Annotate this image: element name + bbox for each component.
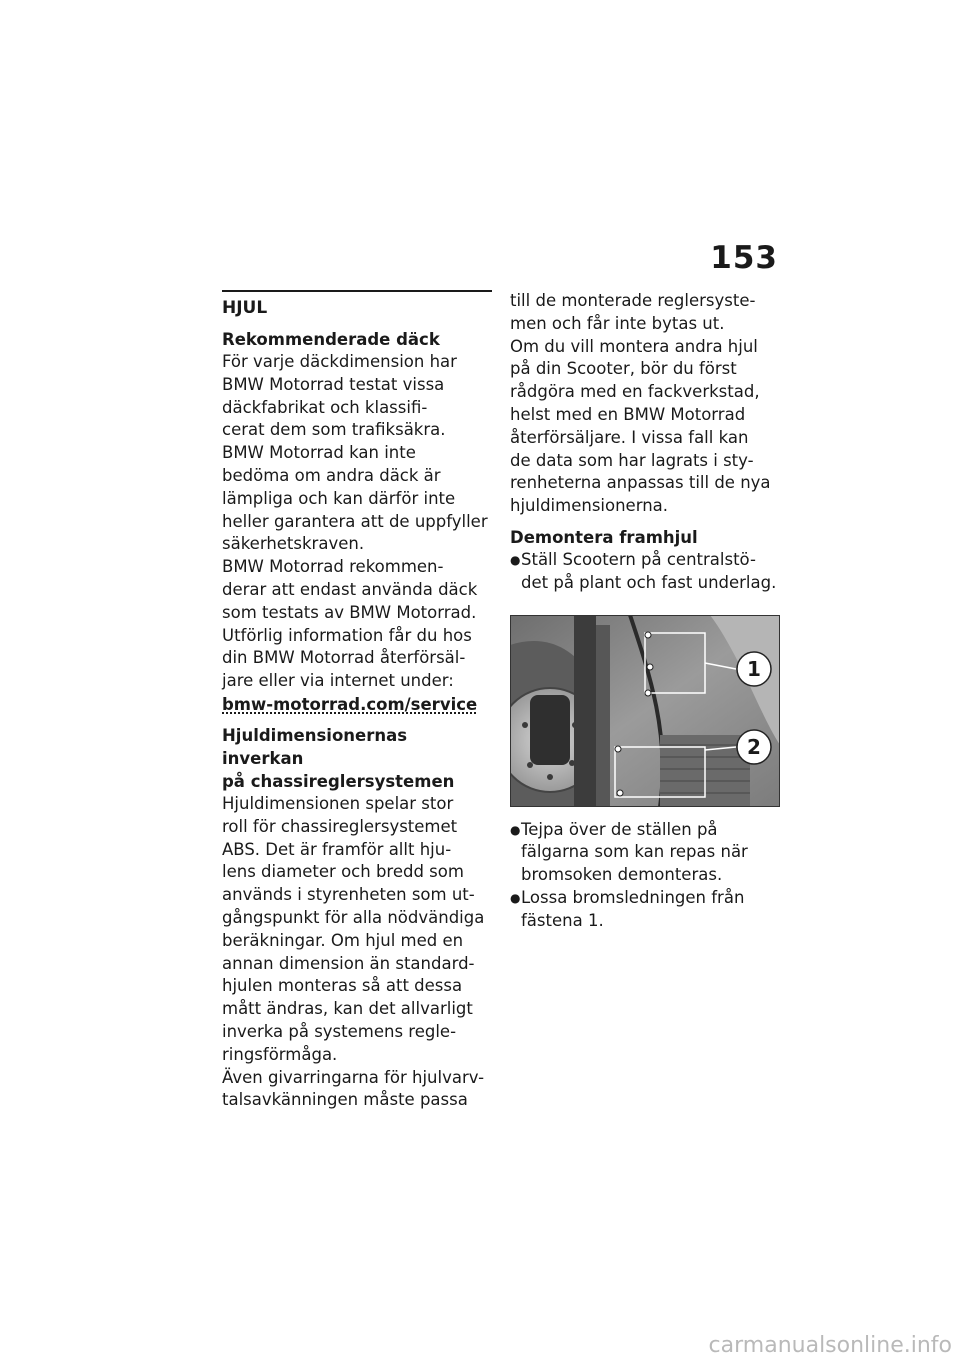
list-item: ● Lossa bromsledningen från fästena 1. — [510, 887, 745, 930]
callout-2-label: 2 — [747, 734, 761, 759]
left-column — [222, 290, 492, 1112]
right-column — [510, 290, 782, 933]
heading-wheel-dimensions: Hjuldimensionernas inverkan på chassireglersystemen — [222, 725, 455, 791]
bullet-icon: ● — [510, 552, 521, 567]
callout-1 — [737, 652, 771, 686]
paragraph-tyre-testing: För varje däckdimension har BMW Motorrad testat vissa däckfabrikat och klassifi- cerat dem som trafiksäkra. BMW Motorrad kan inte bedöma om andra däck är lämpliga och kan därför inte heller garantera att de uppfyller säkerhetskraven. — [222, 352, 488, 554]
heading-remove-front-wheel: Demontera framhjul — [510, 527, 698, 547]
paragraph-other-wheels: Om du vill montera andra hjul på din Scooter, bör du först rådgöra med en fackverkstad, helst med en BMW Motorrad återförsäljare. I vissa fall kan de data som har lagrats i sty- renheterna anpassas till de nya hjuldimensionerna. — [510, 336, 771, 516]
paragraph-abs-influence: Hjuldimensionen spelar stor roll för chassireglersystemet ABS. Det är framför allt hju- lens diameter och bredd som används i styrenheten som ut- gångspunkt för alla nödvändiga beräkningar. Om hjul med en annan dimension än standard- hjulen monteras så att dessa mått ändras, kan det allvarligt inverka på systemens regle- ringsförmåga. — [222, 793, 485, 1064]
brake-caliper — [530, 695, 570, 765]
bullet-list-before — [510, 549, 782, 595]
callout-1-label: 1 — [747, 656, 761, 681]
fork-tube-rear — [596, 625, 610, 807]
paragraph-recommendation: BMW Motorrad rekommen- derar att endast använda däck som testats av BMW Motorrad. Utförlig information får du hos din BMW Motorrad återförsäl- jare eller via internet under: — [222, 557, 478, 691]
callout-2 — [737, 730, 771, 764]
section-title: HJUL — [222, 298, 268, 318]
section-rule — [222, 290, 492, 292]
bullet-icon: ● — [510, 890, 521, 905]
fork-tube-front — [574, 615, 596, 807]
list-item: ● Ställ Scootern på centralstö- det på plant och fast underlag. — [510, 549, 777, 592]
paragraph-continuation: till de monterade reglersyste- men och får inte bytas ut. — [510, 291, 756, 333]
list-item: ● Tejpa över de ställen på fälgarna som kan repas när bromsoken demonteras. — [510, 819, 748, 885]
footer-watermark: carmanualsonline.info — [708, 1333, 952, 1358]
bullet-icon: ● — [510, 822, 521, 837]
bullet-list-after — [510, 819, 782, 933]
front-wheel-photo — [510, 615, 780, 807]
page-number: 153 — [710, 240, 778, 276]
service-link[interactable]: bmw-motorrad.com/service — [222, 694, 478, 714]
heading-recommended-tyres: Rekommenderade däck — [222, 330, 440, 349]
paragraph-sensor-rings: Även givarringarna för hjulvarv- talsavkänningen måste passa — [222, 1067, 485, 1110]
